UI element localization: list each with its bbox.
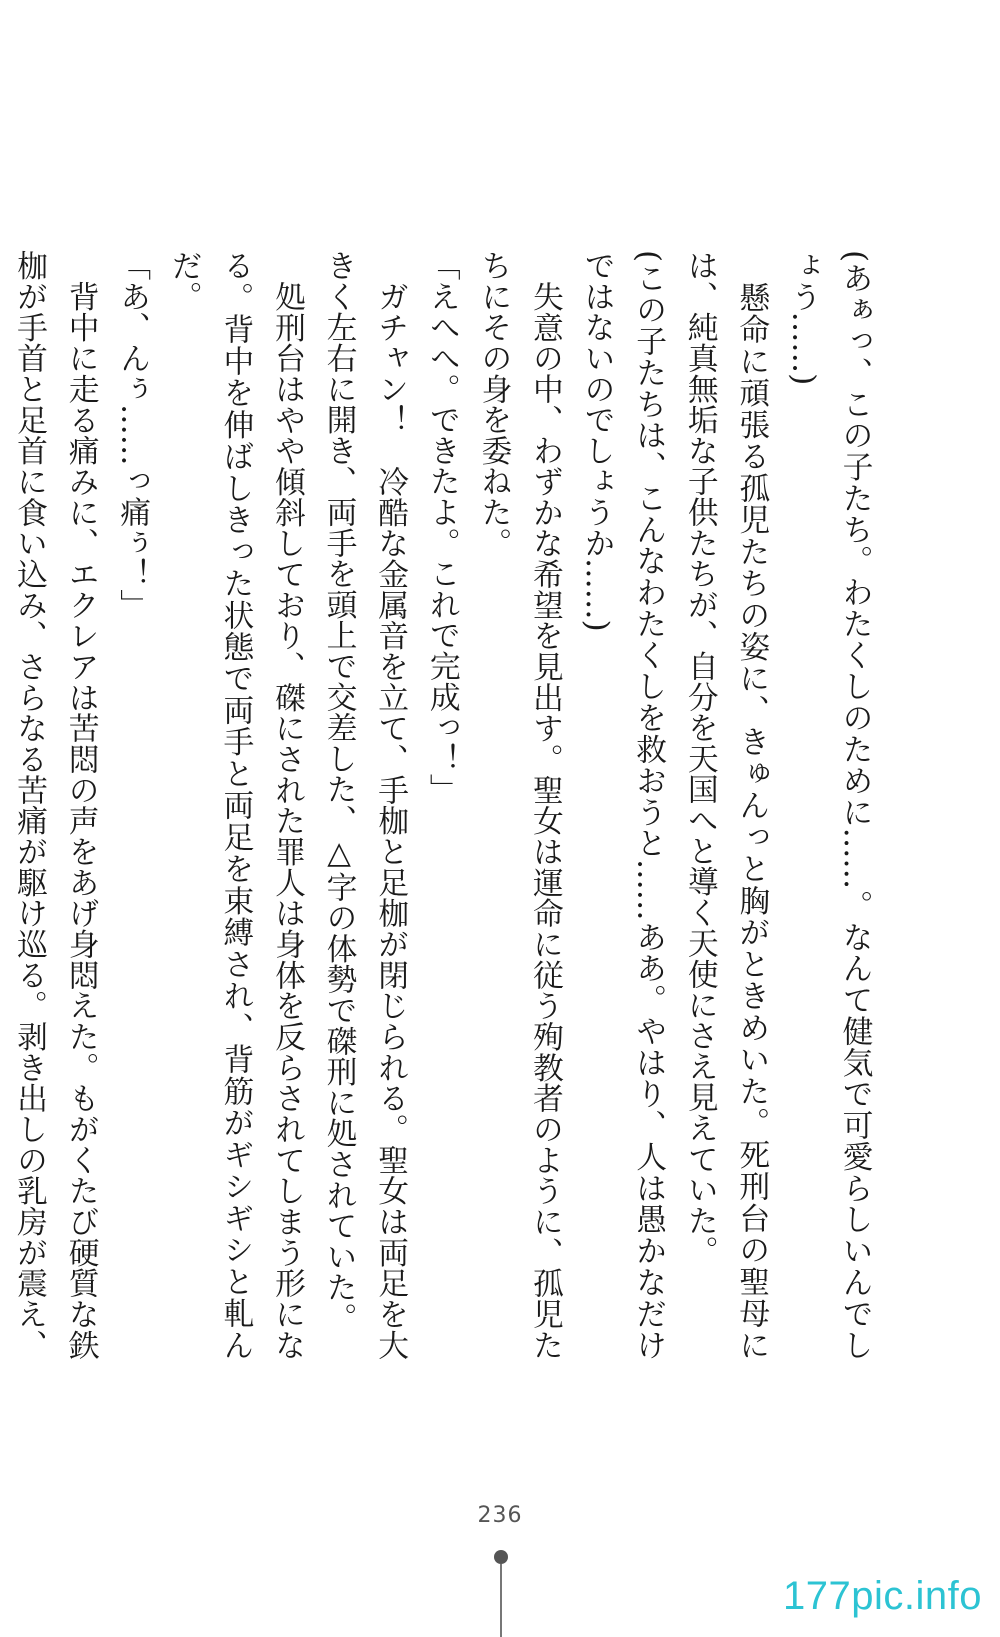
paragraph: 懸命に頑張る孤児たちの姿に、きゅんっと胸がときめいた。死刑台の聖母には、純真無垢な子供たちが、自分を天国へと導く天使にさえ見えていた。	[682, 250, 770, 1360]
paragraph: ガチャン！ 冷酷な金属音を立て、手枷と足枷が閉じられる。聖女は両足を大きく左右に開き、両手を頭上で交差した、△字の体勢で磔刑に処されていた。	[321, 250, 409, 1360]
watermark: 177pic.info	[783, 1574, 982, 1618]
paragraph: 「えへへ。できたよ。これで完成っ！」	[424, 250, 461, 805]
paragraph: (あぁっ、この子たち。わたくしのために……。なんて健気で可愛らしいんでしょう……)	[785, 250, 873, 1360]
paragraph: 失意の中、わずかな希望を見出す。聖女は運命に従う殉教者のように、孤児たちにその身を委ねた。	[475, 250, 564, 1360]
paragraph: 背中に走る痛みに、エクレアは苦悶の声をあげ身悶えた。もがくたび硬質な鉄枷が手首と足首に食い込み、さらなる苦痛が駆け巡る。剥き出しの乳房が震え、	[11, 250, 100, 1360]
paragraph: 「あ、んぅ……っ痛ぅ！」	[114, 250, 151, 620]
paragraph: (この子たちは、こんなわたくしを救おうと……ああ。やはり、人は愚かなだけではないのでしょうか……)	[579, 250, 667, 1360]
bookmark-line	[500, 1564, 502, 1637]
page-number: 236	[477, 1503, 523, 1528]
vertical-text-body	[11, 250, 880, 1360]
bookmark-dot-icon	[494, 1550, 508, 1564]
paragraph: 処刑台はやや傾斜しており、磔にされた罪人は身体を反らされてしまう形になる。背中を伸ばしきった状態で両手と両足を束縛され、背筋がギシギシと軋んだ。	[166, 250, 306, 1360]
